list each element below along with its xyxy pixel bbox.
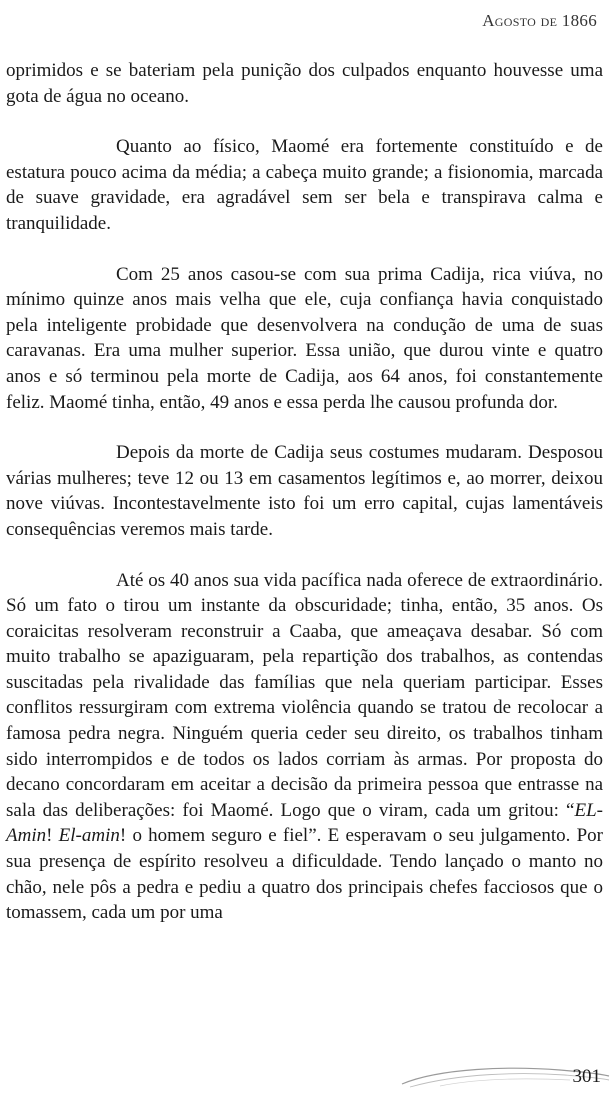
page-body [6, 58, 603, 926]
paragraph-marriage: Com 25 anos casou-se com sua prima Cadija, rica viúva, no mínimo quinze anos mais velha que ele, cuja confiança havia conquistado pela inteligente probidade que desenvolvera na condução de uma de suas caravanas. Era uma mulher superior. Essa união, que durou vinte e quatro anos e só terminou pela morte de Cadija, aos 64 anos, foi constantemente feliz. Maomé tinha, então, 49 anos e essa perda lhe causou profunda dor. [6, 263, 603, 413]
paragraph-caaba [6, 568, 603, 926]
running-header: Agosto de 1866 [482, 11, 597, 30]
el-amin-italic: EL-Amin [6, 799, 603, 847]
paragraph-physique: Quanto ao físico, Maomé era fortemente constituído e de estatura pouco acima da média; a cabeça muito grande; a fisionomia, marcada de suave gravidade, era agradável sem ser bela e transpirava calma e tranquilidade. [6, 136, 603, 234]
paragraph-wives: Depois da morte de Cadija seus costumes mudaram. Desposou várias mulheres; teve 12 ou 13 em casamentos legítimos e, ao morrer, deixou nove viúvas. Incontestavelmente isto foi um erro capital, cujas lamentáveis consequências veremos mais tarde. [6, 442, 603, 540]
page-number: 301 [572, 1066, 601, 1087]
caaba-text-before: Até os 40 anos sua vida pacífica nada oferece de extraordinário. Só um fato o tirou um instante da obscuridade; tinha, então, 35 anos. Os coraicitas resolveram reconstruir a Caaba, que ameaçava desabar. Só com muito trabalho se apaziguaram, pela repartição dos trabalhos, as contendas suscitadas pela rivalidade das famílias que nela queriam participar. Esses conflitos ressurgiram com extrema violência quando se tratou de recolocar a famosa pedra negra. Ninguém queria ceder seu direito, os trabalhos tinham sido interrompidos e de todos os lados corriam às armas. Por proposta do decano concordaram em aceitar a decisão da primeira pessoa que entrasse na sala das deliberações: foi Maomé. Logo que o viram, cada um gritou: “ [6, 569, 603, 821]
el-amin-italic-2: El-amin [58, 825, 120, 847]
caaba-text-after: ! o homem seguro e fiel”. E esperavam o seu julgamento. Por sua presença de espírito resolveu a dificuldade. Tendo lançado o manto no chão, nele pôs a pedra e pediu a quatro dos principais chefes facciosos que o tomassem, cada um por uma [6, 825, 604, 924]
paragraph-continuation: oprimidos e se bateriam pela punição dos culpados enquanto houvesse uma gota de água no oceano. [6, 60, 603, 107]
caaba-text-between: ! [46, 825, 59, 847]
